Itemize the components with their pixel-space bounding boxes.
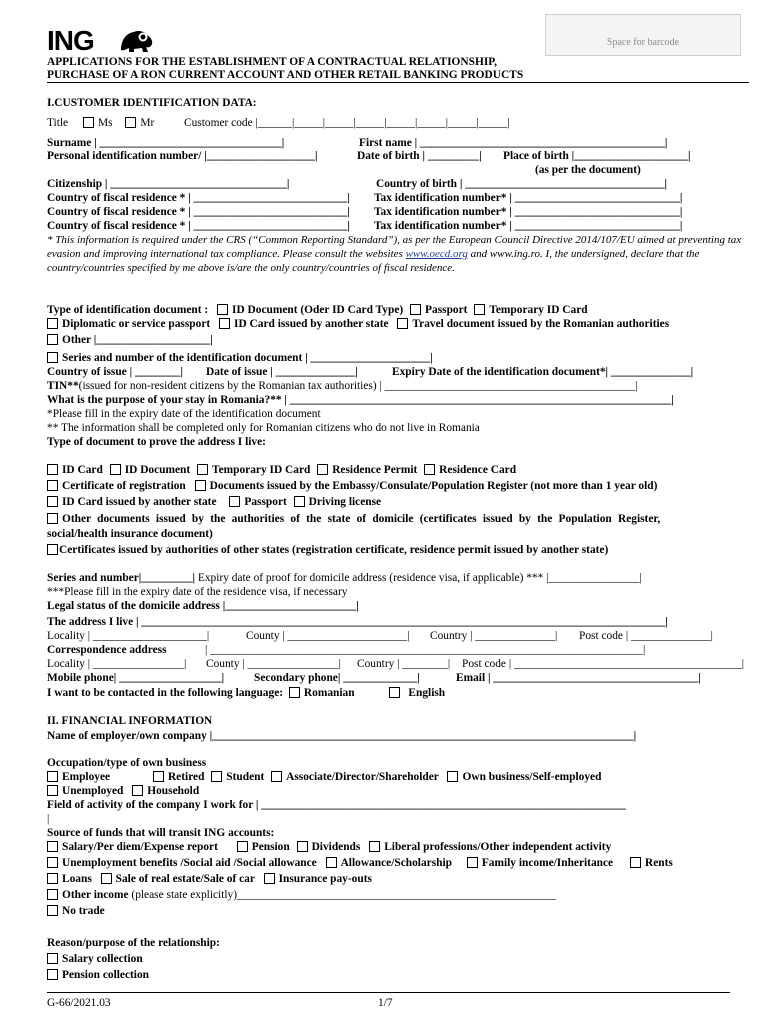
own-business-checkbox[interactable] (447, 771, 458, 782)
travel-doc-label: Travel document issued by the Romanian authorities (412, 318, 670, 330)
family-checkbox[interactable] (467, 857, 478, 868)
diplomatic-checkbox[interactable] (47, 318, 58, 329)
pension-collection-label: Pension collection (62, 969, 150, 981)
ms-label: Ms (97, 117, 113, 129)
other-states-label: Certificates issued by authorities of other states (registration certificate, residence permit issued by another state) (59, 544, 609, 556)
own-business-label: Own business/Self-employed (462, 771, 602, 783)
tin-label: TIN** (47, 380, 79, 392)
addr-temp-id-checkbox[interactable] (197, 464, 208, 475)
mr-label: Mr (140, 117, 155, 129)
legal-status-field[interactable]: Legal status of the domicile address |_______________________| (47, 600, 359, 612)
addr-temp-id-label: Temporary ID Card (212, 464, 311, 476)
student-label: Student (226, 771, 265, 783)
other-docs-label: Other documents issued by the authorities of the state of domicile (certificates issued by the Population Register, (62, 513, 661, 525)
postcode2-field[interactable]: Post code | ________________________________________| (462, 658, 745, 670)
crs-text: * This information is required under the CRS (“Common Reporting Standard”), as per the European Council Directive 2014/107/EU aimed at preventing tax evasion and improving international tax compliance. Please consult the websites (47, 234, 742, 260)
embassy-checkbox[interactable] (195, 480, 206, 491)
pension-checkbox[interactable] (237, 841, 248, 852)
rents-label: Rents (644, 857, 673, 869)
sale-label: Sale of real estate/Sale of car (115, 873, 255, 885)
pob-note: (as per the document) (535, 164, 641, 176)
tin-field[interactable]: (issued for non-resident citizens by the Romanian tax authorities) | ____________________________________________| (78, 380, 638, 392)
unemployed-checkbox[interactable] (47, 785, 58, 796)
locality-field[interactable]: Locality | ____________________| (47, 630, 210, 642)
retired-checkbox[interactable] (153, 771, 164, 782)
other-id-field[interactable]: Other |____________________| (62, 334, 213, 346)
tin-row (47, 379, 637, 393)
other-states-checkbox[interactable] (47, 544, 58, 555)
section1-heading: I.CUSTOMER IDENTIFICATION DATA: (47, 97, 257, 109)
mobile-field[interactable]: Mobile phone| __________________| (47, 672, 225, 684)
barcode-space (545, 14, 741, 56)
romanian-label: Romanian (303, 687, 355, 699)
id-other-state-label: ID Card issued by another state (234, 318, 389, 330)
country2-field[interactable]: Country | ________| (357, 658, 451, 670)
addr-id-card-checkbox[interactable] (47, 464, 58, 475)
oecd-link[interactable]: www.oecd.org (405, 248, 468, 260)
fiscal-residence-3[interactable]: Country of fiscal residence * | ___________________________| (47, 220, 350, 232)
field-activity-pipe: | (47, 813, 50, 825)
id-document-label: ID Document (Oder ID Card Type) (232, 304, 404, 316)
id-other-state-checkbox[interactable] (219, 318, 230, 329)
barcode-label: Space for barcode (606, 37, 680, 48)
insurance-label: Insurance pay-outs (278, 873, 372, 885)
liberal-checkbox[interactable] (369, 841, 380, 852)
source-row4 (47, 888, 556, 902)
addr-docs-row1 (47, 463, 516, 477)
other-income-field[interactable]: (please state explicitly)________________________________________________________ (131, 889, 556, 901)
ms-checkbox[interactable] (83, 117, 94, 128)
id-document-checkbox[interactable] (217, 304, 228, 315)
correspondence-label: Correspondence address (47, 644, 167, 656)
pin-field[interactable]: Personal identification number/ |___________________| (47, 150, 318, 162)
id-doc-row2 (47, 317, 669, 331)
id-doc-row1 (47, 303, 588, 317)
reason-row1 (47, 952, 143, 966)
country-field[interactable]: Country | ______________| (430, 630, 558, 642)
source-row1 (47, 840, 611, 854)
passport-checkbox[interactable] (410, 304, 421, 315)
addr-id-other-state-checkbox[interactable] (47, 496, 58, 507)
addr-docs-row4 (47, 512, 660, 526)
driving-checkbox[interactable] (294, 496, 305, 507)
dob-field[interactable]: Date of birth | _________| (357, 150, 482, 162)
loans-checkbox[interactable] (47, 873, 58, 884)
customer-code-field[interactable]: Customer code |______|_____|_____|_____|_____|_____|_____|_____| (184, 117, 510, 129)
unemployed-label: Unemployed (62, 785, 124, 797)
liberal-label: Liberal professions/Other independent activity (384, 841, 612, 853)
correspondence-field[interactable]: | ____________________________________________________________________________| (205, 644, 646, 656)
county-field[interactable]: County | _____________________| (246, 630, 410, 642)
addr-passport-label: Passport (244, 496, 287, 508)
source-row2 (47, 856, 673, 870)
household-label: Household (147, 785, 200, 797)
note-expiry: *Please fill in the expiry date of the identification document (47, 408, 321, 420)
note-romanian: ** The information shall be completed only for Romanian citizens who do not live in Romania (47, 422, 480, 434)
sale-checkbox[interactable] (101, 873, 112, 884)
fiscal-residence-2[interactable]: Country of fiscal residence * | ___________________________| (47, 206, 350, 218)
associate-checkbox[interactable] (271, 771, 282, 782)
form-title-line1: APPLICATIONS FOR THE ESTABLISHMENT OF A CONTRACTUAL RELATIONSHIP, (47, 56, 498, 68)
addr-id-document-label: ID Document (124, 464, 191, 476)
visa-expiry-field[interactable]: Expiry date of proof for domicile address (residence visa, if applicable) *** |________________| (197, 572, 642, 584)
pension-label: Pension (251, 841, 290, 853)
id-doc-label: Type of identification document : (47, 304, 209, 316)
first-name-field[interactable]: First name | ___________________________________________| (359, 137, 668, 149)
form-code: G-66/2021.03 (47, 997, 111, 1009)
header-divider (47, 82, 749, 83)
retired-label: Retired (167, 771, 205, 783)
dividends-checkbox[interactable] (297, 841, 308, 852)
employee-label: Employee (62, 771, 111, 783)
crs-text-2: and www.ing.ro. I, the undersigned, declare that the country/countries specified by me above is/are the only country/countries of fiscal residence. (47, 248, 700, 274)
unemployment-checkbox[interactable] (47, 857, 58, 868)
pob-field[interactable]: Place of birth |____________________| (503, 150, 691, 162)
temp-id-label: Temporary ID Card (489, 304, 588, 316)
source-funds-label: Source of funds that will transit ING accounts: (47, 827, 275, 839)
addr-docs-row3 (47, 495, 381, 509)
source-row3 (47, 872, 372, 886)
salary-checkbox[interactable] (47, 841, 58, 852)
series-checkbox[interactable] (47, 352, 58, 363)
addr-id-card-label: ID Card (62, 464, 103, 476)
country-birth-field[interactable]: Country of birth | ___________________________________| (376, 178, 668, 190)
unemployment-label: Unemployment benefits /Social aid /Social allowance (62, 857, 317, 869)
student-checkbox[interactable] (211, 771, 222, 782)
citizenship-field[interactable]: Citizenship | _______________________________| (47, 178, 290, 190)
cert-reg-checkbox[interactable] (47, 480, 58, 491)
addr-id-other-state-label: ID Card issued by another state (62, 496, 217, 508)
purpose-field[interactable]: What is the purpose of your stay in Romania?** | ___________________________________________________________________| (47, 394, 674, 406)
address-live-field[interactable]: The address I live | ____________________________________________________________________________________________| (47, 616, 668, 628)
english-label: English (408, 687, 446, 699)
addr-passport-checkbox[interactable] (229, 496, 240, 507)
addr-residence-permit-label: Residence Permit (332, 464, 418, 476)
reason-row2 (47, 968, 149, 982)
email-field[interactable]: Email | ____________________________________| (456, 672, 701, 684)
allowance-label: Allowance/Scholarship (340, 857, 452, 869)
cert-reg-label: Certificate of registration (62, 480, 186, 492)
diplomatic-label: Diplomatic or service passport (62, 318, 211, 330)
lion-logo-icon (118, 28, 156, 54)
salary-collection-label: Salary collection (62, 953, 143, 965)
family-label: Family income/Inheritance (481, 857, 614, 869)
series-field[interactable]: Series and number of the identification document | _____________________| (62, 352, 433, 364)
tin-2[interactable]: Tax identification number* | _____________________________| (374, 206, 683, 218)
addr-residence-permit-checkbox[interactable] (317, 464, 328, 475)
footer-divider (47, 992, 730, 993)
title-label: Title (47, 117, 69, 129)
other-income-checkbox[interactable] (47, 889, 58, 900)
employee-checkbox[interactable] (47, 771, 58, 782)
dividends-label: Dividends (311, 841, 361, 853)
associate-label: Associate/Director/Shareholder (286, 771, 439, 783)
id-doc-other-row (47, 333, 213, 347)
occupation-label: Occupation/type of own business (47, 757, 207, 769)
section2-heading: II. FINANCIAL INFORMATION (47, 715, 213, 727)
embassy-label: Documents issued by the Embassy/Consulate/Population Register (not more than 1 year old) (209, 480, 658, 492)
occupation-row1 (47, 770, 601, 784)
title-row (47, 116, 154, 130)
temp-id-checkbox[interactable] (474, 304, 485, 315)
postcode-field[interactable]: Post code | ______________| (579, 630, 713, 642)
other-docs-line2: social/health insurance document) (47, 528, 213, 540)
other-id-checkbox[interactable] (47, 334, 58, 345)
no-trade-checkbox[interactable] (47, 905, 58, 916)
insurance-checkbox[interactable] (264, 873, 275, 884)
address-proof-heading: Type of document to prove the address I live: (47, 436, 266, 448)
note-visa: ***Please fill in the expiry date of the residence visa, if necessary (47, 586, 348, 598)
addr-residence-card-label: Residence Card (439, 464, 517, 476)
driving-label: Driving license (308, 496, 382, 508)
ing-logo: ING (47, 25, 94, 56)
passport-label: Passport (425, 304, 468, 316)
romanian-checkbox[interactable] (289, 687, 300, 698)
addr-docs-row2 (47, 479, 657, 493)
page-number: 1/7 (378, 997, 393, 1009)
addr-id-document-checkbox[interactable] (110, 464, 121, 475)
travel-doc-checkbox[interactable] (397, 318, 408, 329)
other-docs-checkbox[interactable] (47, 513, 58, 524)
no-trade-label: No trade (62, 905, 105, 917)
salary-label: Salary/Per diem/Expense report (62, 841, 218, 853)
county2-field[interactable]: County | ________________| (206, 658, 341, 670)
series-row (47, 351, 433, 365)
language-row (47, 686, 445, 700)
tin-1[interactable]: Tax identification number* | _____________________________| (374, 192, 683, 204)
salary-collection-checkbox[interactable] (47, 953, 58, 964)
household-checkbox[interactable] (132, 785, 143, 796)
reason-label: Reason/purpose of the relationship: (47, 937, 220, 949)
allowance-checkbox[interactable] (326, 857, 337, 868)
other-income-label: Other income (62, 889, 129, 901)
pension-collection-checkbox[interactable] (47, 969, 58, 980)
english-checkbox[interactable] (389, 687, 400, 698)
fiscal-residence-1[interactable]: Country of fiscal residence * | ___________________________| (47, 192, 350, 204)
occupation-row2 (47, 784, 199, 798)
addr-residence-card-checkbox[interactable] (424, 464, 435, 475)
secondary-phone-field[interactable]: Secondary phone| _____________| (254, 672, 420, 684)
field-activity-field[interactable]: Field of activity of the company I work for | ________________________________________________________________ (47, 799, 626, 811)
proof-series-row (47, 571, 642, 585)
mr-checkbox[interactable] (125, 117, 136, 128)
source-row5 (47, 904, 105, 918)
rents-checkbox[interactable] (630, 857, 641, 868)
form-title-line2: PURCHASE OF A RON CURRENT ACCOUNT AND OTHER RETAIL BANKING PRODUCTS (47, 69, 524, 81)
loans-label: Loans (62, 873, 92, 885)
proof-series-field[interactable]: Series and number|_________| (47, 572, 196, 584)
crs-note (47, 233, 747, 275)
date-issue-field[interactable]: Date of issue | ______________| (206, 366, 358, 378)
expiry-field[interactable]: Expiry Date of the identification document*| ______________| (392, 366, 694, 378)
tin-3[interactable]: Tax identification number* | _____________________________| (374, 220, 683, 232)
locality2-field[interactable]: Locality | ________________| (47, 658, 187, 670)
addr-docs-row5 (47, 543, 608, 557)
country-issue-field[interactable]: Country of issue | ________| (47, 366, 184, 378)
surname-field[interactable]: Surname | ________________________________| (47, 137, 285, 149)
employer-field[interactable]: Name of employer/own company |__________________________________________________________________________| (47, 730, 637, 742)
language-label: I want to be contacted in the following language: (47, 687, 284, 699)
